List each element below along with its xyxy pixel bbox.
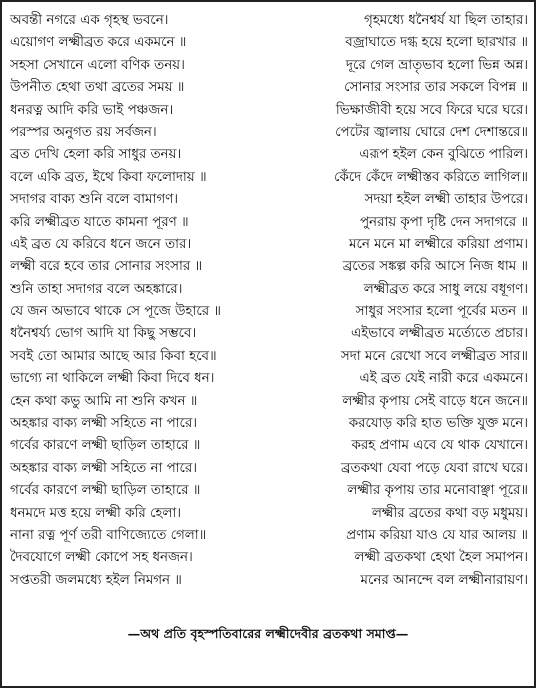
left-verse-line: পরস্পর অনুগত রয় সর্বজন। (10, 124, 157, 140)
right-verse-line: সদা মনে রেখো সবে লক্ষ্মীব্রত সার॥ (340, 348, 528, 364)
left-verse-line: অবন্তী নগরে এক গৃহস্থ ভবনে। (10, 13, 169, 28)
right-verse-line: কেঁদে কেঁদে লক্ষ্মীস্তব করিতে লাগিল॥ (334, 169, 528, 185)
left-verse-line: ধনমদে মত্ত হয়ে লক্ষ্মী করি হেলা। (10, 505, 182, 521)
right-verse-line: পেটের জ্বালায় ঘোরে দেশ দেশান্তরে॥ (335, 124, 528, 140)
left-verse-line: গর্বের কারণে লক্ষ্মী ছাড়িল তাহারে ॥ (10, 438, 201, 454)
left-verse-line: ব্রত দেখি হেলা করি সাধুর তনয়। (10, 147, 182, 163)
left-verse-line: এই ব্রত যে করিবে ধনে জনে তার। (10, 236, 192, 252)
left-verse-line: সবই তো আমার আছে আর কিবা হবে॥ (10, 348, 217, 364)
right-verse-line: লক্ষ্মীর কৃপায় সেই বাড়ে ধনে জনে॥ (342, 393, 528, 409)
right-verse-line: সোনার সংসার তার সকলে বিপন্ন ॥ (344, 80, 528, 96)
right-verse-line: লক্ষ্মীব্রত করে সাধু লয়ে বধূগণ। (363, 281, 528, 297)
left-verse-line: গর্বের কারণে লক্ষ্মী ছাড়িল তাহারে ॥ (10, 483, 201, 499)
right-verse-line: গৃহমধ্যে ধনৈশ্বর্য যা ছিল তাহার। (363, 13, 528, 28)
closing-line: —অথ প্রতি বৃহস্পতিবারের লক্ষ্মীদেবীর ব্রতকথা সমাপ্ত— (127, 626, 409, 641)
left-verse-line: শুনি তাহা সদাগর বলে অহঙ্কারে। (10, 281, 183, 297)
right-verse-line: পুনরায় কৃপা দৃষ্টি দেন সদাগরে ॥ (359, 214, 528, 230)
left-verse-line: বলে একি ব্রত, ইথে কিবা ফলোদায় ॥ (10, 169, 207, 185)
left-verse-line: করি লক্ষ্মীব্রত যাতে কামনা পূরণ ॥ (10, 214, 189, 230)
left-verse-line: অহঙ্কার বাক্য লক্ষ্মী সহিতে না পারে। (10, 416, 198, 432)
right-verse-line: ব্রতকথা যেবা পড়ে যেবা রাখে ঘরে। (340, 460, 528, 476)
right-verse-line: করযোড় করি হাত ভক্তি যুক্ত মনে। (348, 416, 528, 432)
left-verse-line: ধনরত্ন আদি করি ভাই পঞ্চজন। (10, 102, 174, 118)
right-verse-line: সাধুর সংসার হলো পূর্বের মতন ॥ (355, 304, 528, 320)
right-verse-line: ব্রতের সঙ্কল্প করি আসে নিজ ধাম ॥ (342, 259, 528, 275)
right-verse-line: লক্ষ্মীর ব্রতের কথা বড় মধুময়। (371, 505, 528, 521)
left-verse-line: ভাগ্যে না থাকিলে লক্ষ্মী কিবা দিবে ধন। (10, 371, 215, 387)
right-verse-line: লক্ষ্মী ব্রতকথা হেথা হৈল সমাপন। (354, 550, 528, 566)
right-verse-line: সদয়া হইল লক্ষ্মী তাহার উপরে। (364, 192, 528, 208)
right-verse-line: এইভাবে লক্ষ্মীব্রত মর্ত্যেতে প্রচার। (350, 326, 528, 342)
right-verse-line: লক্ষ্মীর কৃপায় তার মনোবাঞ্ছা পূরে॥ (347, 483, 528, 499)
right-verse-line: প্রণাম করিয়া যাও যে যার আলয় ॥ (346, 527, 528, 543)
left-verse-line: ধনৈশ্বর্য্য ভোগ আদি যা কিছু সম্ভবে। (10, 326, 197, 342)
verse-column-left (10, 10, 272, 592)
left-verse-line: অহঙ্কার বাক্য লক্ষ্মী সহিতে না পারে। (10, 460, 198, 476)
verse-column-right (276, 10, 532, 592)
right-verse-line: মনে মনে মা লক্ষ্মীরে করিয়া প্রণাম। (349, 236, 528, 252)
left-verse-line: লক্ষ্মী বরে হবে তার সোনার সংসার ॥ (10, 259, 203, 275)
left-verse-line: হেন কথা কভু আমি না শুনি কখন ॥ (10, 393, 198, 409)
left-verse-line: যে জন অভাবে থাকে সে পূজে উহারে ॥ (10, 304, 221, 320)
left-verse-line: উপনীত হেথা তথা ব্রতের সময় ॥ (10, 80, 185, 96)
right-verse-line: এরূপ হইল কেন বুঝিতে পারিল। (359, 147, 528, 163)
left-verse-line: সপ্ততরী জলমধ্যে হইল নিমগন ॥ (10, 572, 182, 588)
right-verse-line: মনের আনন্দে বল লক্ষ্মীনারায়ণ। (360, 572, 528, 588)
right-verse-line: করহ প্রণাম এবে যে থাক যেখানে। (351, 438, 528, 454)
left-verse-line: এয়োগণ লক্ষ্মীব্রত করে একমনে ॥ (10, 35, 187, 51)
right-verse-line: দূরে গেল ভ্রাতৃভাব হলো ভিন্ন অন্ন। (345, 57, 528, 73)
left-verse-line: সদাগর বাক্য শুনি বলে বামাগণ। (10, 192, 178, 208)
right-verse-line: বজ্রাঘাতে দগ্ধ হয়ে হলো ছারখার ॥ (345, 35, 528, 51)
left-verse-line: দৈবযোগে লক্ষ্মী কোপে সহ ধনজন। (10, 550, 193, 566)
right-verse-line: এই ব্রত যেই নারী করে একমনে। (359, 371, 528, 387)
left-verse-line: নানা রত্ন পূর্ণ তরী বাণিজ্যেতে গেলা॥ (10, 527, 207, 543)
left-verse-line: সহসা সেখানে এলো বণিক তনয়। (10, 57, 185, 73)
right-verse-line: ভিক্ষাজীবী হয়ে সবে ফিরে ঘরে ঘরে। (335, 102, 528, 118)
